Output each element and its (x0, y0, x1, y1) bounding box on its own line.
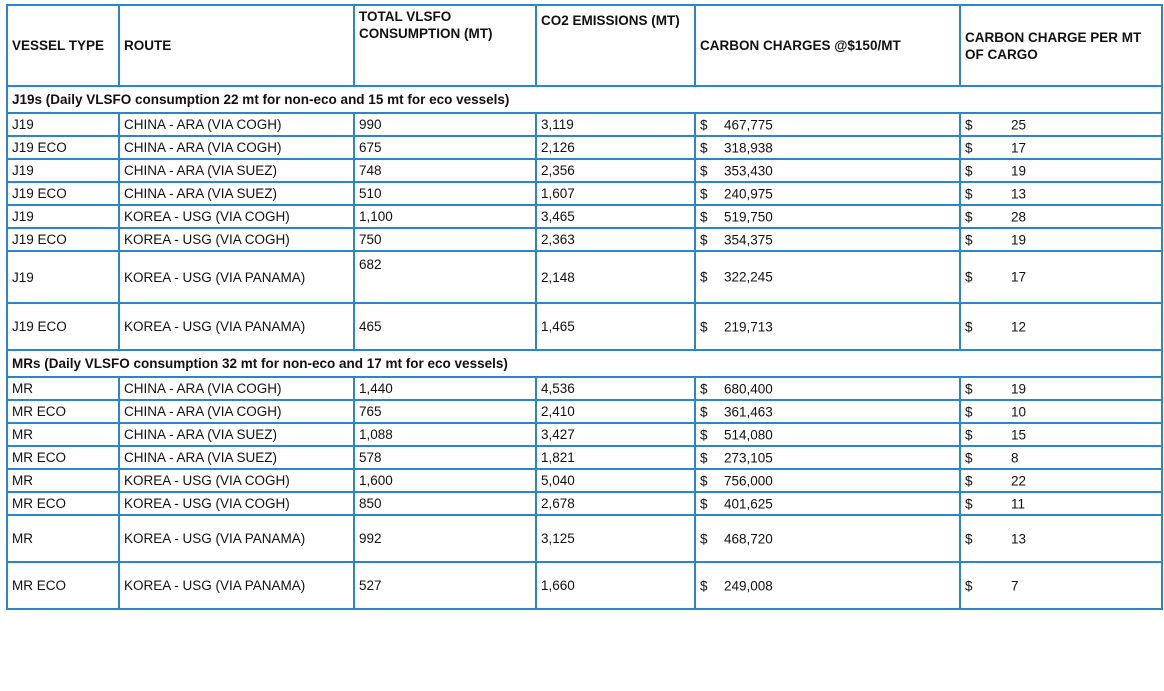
table-row (7, 251, 1162, 303)
currency-symbol: $ (965, 140, 973, 155)
table-row (7, 423, 1162, 446)
cell-charge-per-mt (960, 182, 1162, 205)
cell-vlsfo: 750 (354, 228, 536, 251)
header-carbon-charges: CARBON CHARGES @$150/MT (695, 5, 960, 86)
charge-amount: 249,008 (724, 578, 773, 593)
cell-route: CHINA - ARA (VIA COGH) (119, 136, 354, 159)
charge-amount: 318,938 (724, 140, 773, 155)
cell-vessel-type: MR (7, 377, 119, 400)
cell-route: CHINA - ARA (VIA COGH) (119, 377, 354, 400)
cell-vessel-type: J19 ECO (7, 303, 119, 350)
per-mt-amount: 17 (1011, 269, 1027, 285)
cell-charge-per-mt (960, 515, 1162, 562)
cell-vlsfo: 682 (354, 251, 536, 303)
carbon-charges-table (6, 4, 1163, 610)
currency-symbol: $ (700, 381, 708, 396)
cell-carbon-charge (695, 205, 960, 228)
charge-amount: 273,105 (724, 450, 773, 465)
cell-vessel-type: J19 ECO (7, 136, 119, 159)
charge-amount: 322,245 (724, 269, 773, 285)
cell-co2: 2,410 (536, 400, 695, 423)
cell-vessel-type: MR ECO (7, 562, 119, 609)
cell-charge-per-mt (960, 303, 1162, 350)
cell-charge-per-mt (960, 205, 1162, 228)
currency-symbol: $ (700, 404, 708, 419)
cell-charge-per-mt (960, 228, 1162, 251)
cell-route: KOREA - USG (VIA PANAMA) (119, 303, 354, 350)
cell-vessel-type: MR (7, 515, 119, 562)
cell-carbon-charge (695, 469, 960, 492)
currency-symbol: $ (965, 186, 973, 201)
cell-co2: 3,465 (536, 205, 695, 228)
currency-symbol: $ (965, 496, 973, 511)
currency-symbol: $ (700, 232, 708, 247)
cell-vessel-type: MR ECO (7, 446, 119, 469)
currency-symbol: $ (965, 381, 973, 396)
cell-route: CHINA - ARA (VIA SUEZ) (119, 159, 354, 182)
header-vessel-type: VESSEL TYPE (7, 5, 119, 86)
charge-amount: 467,775 (724, 117, 773, 132)
cell-charge-per-mt (960, 400, 1162, 423)
cell-co2: 1,465 (536, 303, 695, 350)
cell-charge-per-mt (960, 251, 1162, 303)
cell-route: CHINA - ARA (VIA SUEZ) (119, 423, 354, 446)
charge-amount: 219,713 (724, 319, 773, 334)
currency-symbol: $ (700, 427, 708, 442)
cell-charge-per-mt (960, 446, 1162, 469)
per-mt-amount: 28 (1011, 209, 1027, 224)
cell-vessel-type: J19 (7, 159, 119, 182)
table-row (7, 400, 1162, 423)
currency-symbol: $ (965, 578, 973, 593)
cell-co2: 2,148 (536, 251, 695, 303)
currency-symbol: $ (965, 450, 973, 465)
currency-symbol: $ (700, 186, 708, 201)
cell-carbon-charge (695, 228, 960, 251)
currency-symbol: $ (965, 269, 973, 285)
header-row (7, 5, 1162, 86)
table-row (7, 159, 1162, 182)
cell-charge-per-mt (960, 159, 1162, 182)
currency-symbol: $ (700, 531, 708, 546)
cell-charge-per-mt (960, 562, 1162, 609)
cell-charge-per-mt (960, 469, 1162, 492)
cell-co2: 2,363 (536, 228, 695, 251)
charge-amount: 756,000 (724, 473, 773, 488)
cell-route: KOREA - USG (VIA PANAMA) (119, 515, 354, 562)
cell-co2: 3,119 (536, 113, 695, 136)
cell-co2: 2,678 (536, 492, 695, 515)
cell-vlsfo: 1,100 (354, 205, 536, 228)
charge-amount: 354,375 (724, 232, 773, 247)
table-row (7, 136, 1162, 159)
per-mt-amount: 8 (1011, 450, 1019, 465)
cell-charge-per-mt (960, 136, 1162, 159)
cell-route: CHINA - ARA (VIA COGH) (119, 113, 354, 136)
currency-symbol: $ (965, 117, 973, 132)
cell-co2: 1,607 (536, 182, 695, 205)
currency-symbol: $ (700, 140, 708, 155)
cell-route: KOREA - USG (VIA COGH) (119, 492, 354, 515)
cell-co2: 2,126 (536, 136, 695, 159)
cell-vlsfo: 465 (354, 303, 536, 350)
cell-vessel-type: J19 (7, 205, 119, 228)
table-row (7, 446, 1162, 469)
currency-symbol: $ (700, 269, 708, 285)
emissions-table-container (6, 4, 1163, 610)
cell-vessel-type: J19 ECO (7, 228, 119, 251)
cell-route: KOREA - USG (VIA PANAMA) (119, 251, 354, 303)
currency-symbol: $ (700, 473, 708, 488)
cell-carbon-charge (695, 303, 960, 350)
per-mt-amount: 17 (1011, 140, 1027, 155)
table-body (7, 86, 1162, 609)
cell-carbon-charge (695, 182, 960, 205)
cell-route: CHINA - ARA (VIA SUEZ) (119, 182, 354, 205)
table-row (7, 562, 1162, 609)
per-mt-amount: 7 (1011, 578, 1019, 593)
table-row (7, 303, 1162, 350)
cell-vessel-type: MR ECO (7, 492, 119, 515)
group-header-row (7, 350, 1162, 377)
cell-vlsfo: 675 (354, 136, 536, 159)
cell-vlsfo: 510 (354, 182, 536, 205)
cell-vessel-type: MR ECO (7, 400, 119, 423)
cell-route: KOREA - USG (VIA COGH) (119, 469, 354, 492)
currency-symbol: $ (965, 427, 973, 442)
charge-amount: 353,430 (724, 163, 773, 178)
table-row (7, 469, 1162, 492)
cell-vlsfo: 578 (354, 446, 536, 469)
per-mt-amount: 12 (1011, 319, 1027, 334)
currency-symbol: $ (965, 404, 973, 419)
per-mt-amount: 19 (1011, 163, 1027, 178)
table-row (7, 113, 1162, 136)
currency-symbol: $ (965, 232, 973, 247)
currency-symbol: $ (700, 496, 708, 511)
cell-carbon-charge (695, 113, 960, 136)
table-row (7, 205, 1162, 228)
group-header-row (7, 86, 1162, 113)
cell-co2: 3,125 (536, 515, 695, 562)
cell-carbon-charge (695, 515, 960, 562)
charge-amount: 514,080 (724, 427, 773, 442)
cell-carbon-charge (695, 159, 960, 182)
cell-vessel-type: J19 ECO (7, 182, 119, 205)
currency-symbol: $ (700, 450, 708, 465)
table-row (7, 492, 1162, 515)
currency-symbol: $ (700, 209, 708, 224)
currency-symbol: $ (965, 209, 973, 224)
cell-carbon-charge (695, 562, 960, 609)
charge-amount: 240,975 (724, 186, 773, 201)
charge-amount: 519,750 (724, 209, 773, 224)
cell-co2: 2,356 (536, 159, 695, 182)
cell-carbon-charge (695, 136, 960, 159)
cell-co2: 1,821 (536, 446, 695, 469)
cell-route: CHINA - ARA (VIA COGH) (119, 400, 354, 423)
cell-vlsfo: 1,088 (354, 423, 536, 446)
group-title: MRs (Daily VLSFO consumption 32 mt for non-eco and 17 mt for eco vessels) (7, 350, 1162, 377)
per-mt-amount: 22 (1011, 473, 1027, 488)
per-mt-amount: 19 (1011, 381, 1027, 396)
currency-symbol: $ (700, 578, 708, 593)
cell-route: KOREA - USG (VIA COGH) (119, 228, 354, 251)
cell-charge-per-mt (960, 377, 1162, 400)
cell-charge-per-mt (960, 113, 1162, 136)
currency-symbol: $ (965, 531, 973, 546)
currency-symbol: $ (700, 319, 708, 334)
per-mt-amount: 25 (1011, 117, 1027, 132)
cell-vlsfo: 990 (354, 113, 536, 136)
cell-vlsfo: 765 (354, 400, 536, 423)
cell-vessel-type: MR (7, 423, 119, 446)
cell-charge-per-mt (960, 423, 1162, 446)
cell-co2: 5,040 (536, 469, 695, 492)
cell-vlsfo: 850 (354, 492, 536, 515)
cell-carbon-charge (695, 492, 960, 515)
cell-carbon-charge (695, 400, 960, 423)
per-mt-amount: 13 (1011, 531, 1027, 546)
table-row (7, 228, 1162, 251)
charge-amount: 361,463 (724, 404, 773, 419)
group-title: J19s (Daily VLSFO consumption 22 mt for non-eco and 15 mt for eco vessels) (7, 86, 1162, 113)
cell-co2: 1,660 (536, 562, 695, 609)
cell-vlsfo: 1,440 (354, 377, 536, 400)
cell-vlsfo: 992 (354, 515, 536, 562)
cell-vlsfo: 1,600 (354, 469, 536, 492)
cell-vessel-type: MR (7, 469, 119, 492)
cell-charge-per-mt (960, 492, 1162, 515)
charge-amount: 401,625 (724, 496, 773, 511)
cell-route: KOREA - USG (VIA PANAMA) (119, 562, 354, 609)
header-charge-per-mt: CARBON CHARGE PER MT OF CARGO (960, 5, 1162, 86)
cell-vessel-type: J19 (7, 251, 119, 303)
cell-route: CHINA - ARA (VIA SUEZ) (119, 446, 354, 469)
per-mt-amount: 15 (1011, 427, 1027, 442)
cell-carbon-charge (695, 251, 960, 303)
header-route: ROUTE (119, 5, 354, 86)
cell-vlsfo: 527 (354, 562, 536, 609)
charge-amount: 468,720 (724, 531, 773, 546)
charge-amount: 680,400 (724, 381, 773, 396)
cell-route: KOREA - USG (VIA COGH) (119, 205, 354, 228)
currency-symbol: $ (965, 319, 973, 334)
cell-co2: 4,536 (536, 377, 695, 400)
header-co2-emissions: CO2 EMISSIONS (MT) (536, 5, 695, 86)
table-row (7, 515, 1162, 562)
per-mt-amount: 13 (1011, 186, 1027, 201)
currency-symbol: $ (700, 117, 708, 132)
currency-symbol: $ (700, 163, 708, 178)
cell-carbon-charge (695, 423, 960, 446)
cell-vessel-type: J19 (7, 113, 119, 136)
header-vlsfo-consumption: TOTAL VLSFO CONSUMPTION (MT) (354, 5, 536, 86)
per-mt-amount: 19 (1011, 232, 1027, 247)
cell-carbon-charge (695, 446, 960, 469)
table-row (7, 182, 1162, 205)
table-row (7, 377, 1162, 400)
per-mt-amount: 11 (1011, 496, 1026, 511)
cell-carbon-charge (695, 377, 960, 400)
currency-symbol: $ (965, 163, 973, 178)
per-mt-amount: 10 (1011, 404, 1027, 419)
currency-symbol: $ (965, 473, 973, 488)
cell-vlsfo: 748 (354, 159, 536, 182)
cell-co2: 3,427 (536, 423, 695, 446)
